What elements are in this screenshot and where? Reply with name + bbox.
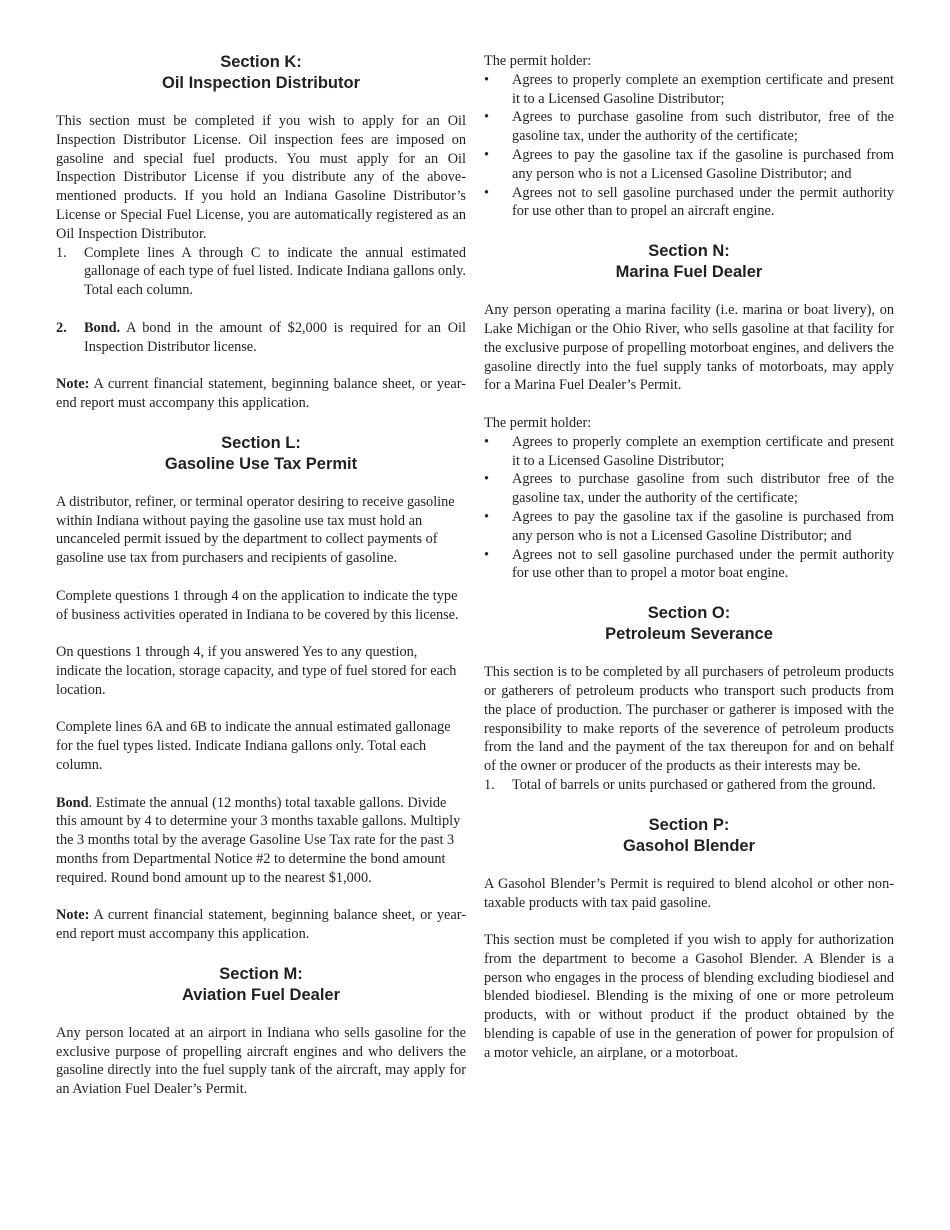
list-text: Agrees not to sell gasoline purchased under the permit authority for use other than to propel a motor boat engine. xyxy=(512,546,894,582)
list-text: A bond in the amount of $2,000 is required for an Oil Inspection Distributor license. xyxy=(84,319,466,355)
bond-label: Bond. xyxy=(84,319,121,336)
section-l-p3: On questions 1 through 4, if you answered Yes to any question, indicate the location, storage capacity, and type of fuel stored for each location. xyxy=(56,644,457,698)
section-n-heading xyxy=(484,241,894,283)
list-item xyxy=(56,319,466,357)
bullet-icon: • xyxy=(484,184,490,201)
section-n-title: Marina Fuel Dealer xyxy=(615,263,763,282)
section-n-bullets xyxy=(484,433,894,583)
section-k-note xyxy=(56,375,466,413)
bond-label: Bond xyxy=(56,794,89,811)
section-k-heading xyxy=(56,52,466,94)
section-l-bond xyxy=(56,794,466,888)
section-n-label: Section N: xyxy=(648,242,730,261)
list-text: Agrees to purchase gasoline from such distributor, free of the gasoline tax, under the authority of the certificate; xyxy=(512,109,894,145)
list-text: Agrees to properly complete an exemption certificate and present it to a Licensed Gasoline Distributor; xyxy=(512,71,894,107)
section-n-p1: Any person operating a marina facility (i.e. marina or boat livery), on Lake Michigan or the Ohio River, who sells gasoline at that facility for the exclusive purpose of propelling motorboat engines, and delivers the gasoline directly into the fuel supply tanks of motorboats, may apply for a Marina Fuel Dealer’s Permit. xyxy=(484,302,894,394)
list-number: 1. xyxy=(56,244,67,261)
bullet-icon: • xyxy=(484,146,490,163)
list-number: 2. xyxy=(56,319,67,336)
bullet-icon: • xyxy=(484,71,490,88)
section-o-label: Section O: xyxy=(647,604,731,623)
section-m-p1: Any person located at an airport in Indiana who sells gasoline for the exclusive purpose of propelling aircraft engines and who delivers the gasoline directly into the fuel supply tank of the aircraft, may apply for an Aviation Fuel Dealer’s Permit. xyxy=(56,1024,466,1098)
note-text: A current financial statement, beginning balance sheet, or year-end report must accompany this application. xyxy=(56,907,466,943)
bullet-icon: • xyxy=(484,471,490,488)
section-l-p4: Complete lines 6A and 6B to indicate the annual estimated gallonage for the fuel types listed. Indicate Indiana gallons only. Total each column. xyxy=(56,719,451,773)
section-l-p1: A distributor, refiner, or terminal operator desiring to receive gasoline within Indiana without paying the gasoline use tax must hold an uncanceled permit issued by the department to collect payments of gasoline use tax from purchasers and recipients of gasoline. xyxy=(56,493,455,567)
section-l-note xyxy=(56,906,466,944)
section-o-heading xyxy=(484,603,894,645)
section-k-intro: This section must be completed if you wish to apply for an Oil Inspection Distributor License. Oil inspection fees are imposed on gasoline and special fuel products. You must apply for an Oil Inspection Distributor License if you distribute any of the above-mentioned products. If you hold an Indiana Gasoline Distributor’s License or Special Fuel License, you are automatically registered as an Oil Inspection Distributor. xyxy=(56,113,466,242)
list-text: Complete lines A through C to indicate the annual estimated gallonage of each type of fuel listed. Indicate Indiana gallons only. Total each column. xyxy=(84,244,466,299)
section-l-heading xyxy=(56,433,466,475)
section-k-list xyxy=(56,244,466,357)
section-m-title: Aviation Fuel Dealer xyxy=(181,985,340,1004)
section-m-permit-intro: The permit holder: xyxy=(484,53,592,69)
section-m-label: Section M: xyxy=(219,964,303,983)
section-l-title: Gasoline Use Tax Permit xyxy=(164,454,358,473)
list-item xyxy=(484,508,894,546)
section-p-title: Gasohol Blender xyxy=(622,836,756,855)
section-m-heading xyxy=(56,964,466,1006)
list-number: 1. xyxy=(484,776,495,793)
bullet-icon: • xyxy=(484,109,490,126)
list-item xyxy=(484,433,894,471)
list-text: Agrees to purchase gasoline from such distributor free of the gasoline tax, under the authority of the certificate; xyxy=(512,471,894,507)
right-column xyxy=(484,52,894,1063)
list-item xyxy=(484,71,894,109)
section-o-title: Petroleum Severance xyxy=(605,625,773,644)
section-p-p2: This section must be completed if you wish to apply for authorization from the department to become a Gasohol Blender. A Blender is a person who engages in the process of blending excluding biodiesel and blended biodiesel. Blending is the mixing of one or more petroleum products, with or without product if the product obtained by the blending is capable of use in the generation of power for propulsion of a motor vehicle, an airplane, or a motorboat. xyxy=(484,932,894,1061)
section-l-p2: Complete questions 1 through 4 on the application to indicate the type of business activities operated in Indiana to be covered by this license. xyxy=(56,587,459,623)
list-text: Agrees not to sell gasoline purchased under the permit authority for use other than to propel an aircraft engine. xyxy=(512,184,894,220)
list-item xyxy=(484,776,894,795)
left-column xyxy=(56,52,466,1099)
list-text: Agrees to pay the gasoline tax if the gasoline is purchased from any person who is not a Licensed Gasoline Distributor; and xyxy=(512,508,894,544)
list-item xyxy=(484,546,894,584)
section-o-p1: This section is to be completed by all purchasers of petroleum products or gatherers of petroleum products who transport such products from the place of production. The purchaser or gatherer is imposed with the responsibility to make reports of the severence of petroleum products from the land and the payment of the tax thereupon for and on behalf of the owner or producer of the products as their interests may be. xyxy=(484,664,894,775)
bullet-icon: • xyxy=(484,433,490,450)
list-item xyxy=(484,108,894,146)
section-o-list xyxy=(484,776,894,795)
section-p-p1: A Gasohol Blender’s Permit is required to blend alcohol or other non-taxable products with tax paid gasoline. xyxy=(484,875,894,911)
section-p-heading xyxy=(484,815,894,857)
section-m-bullets xyxy=(484,71,894,221)
note-label: Note: xyxy=(56,376,90,393)
list-item xyxy=(484,470,894,508)
bullet-icon: • xyxy=(484,508,490,525)
list-text: Total of barrels or units purchased or gathered from the ground. xyxy=(512,776,876,793)
section-n-permit-intro: The permit holder: xyxy=(484,414,592,431)
section-k-title: Oil Inspection Distributor xyxy=(161,74,360,92)
note-label: Note: xyxy=(56,907,90,924)
list-item xyxy=(56,244,466,300)
bullet-icon: • xyxy=(484,546,490,563)
list-item xyxy=(484,146,894,184)
list-item xyxy=(484,184,894,222)
section-k-label: Section K: xyxy=(220,53,302,71)
section-p-label: Section P: xyxy=(648,815,730,834)
section-l-label: Section L: xyxy=(221,433,301,452)
note-text: A current financial statement, beginning balance sheet, or year-end report must accompany this application. xyxy=(56,376,466,411)
list-text: Agrees to pay the gasoline tax if the gasoline is purchased from any person who is not a Licensed Gasoline Distributor; and xyxy=(512,146,894,182)
list-text: Agrees to properly complete an exemption certificate and present it to a Licensed Gasoline Distributor; xyxy=(512,433,894,469)
bond-text: . Estimate the annual (12 months) total taxable gallons. Divide this amount by 4 to determine your 3 months taxable gallons. Multiply the 3 months total by the average Gasoline Use Tax rate for the past 3 months from Departmental Notice #2 to determine the bond amount required. Round bond amount up to the nearest $1,000. xyxy=(56,794,461,886)
